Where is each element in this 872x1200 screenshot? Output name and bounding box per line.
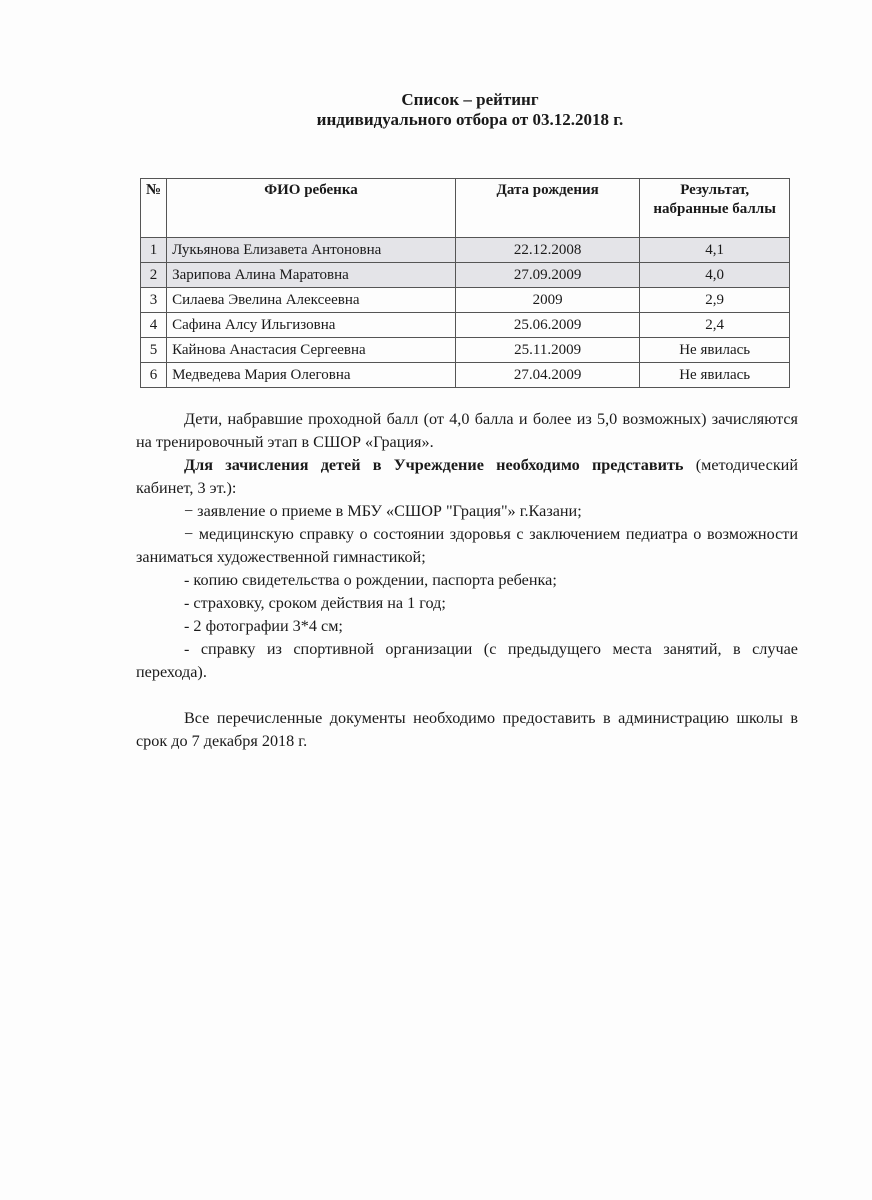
- col-score: Результат, набранные баллы: [640, 179, 790, 238]
- title-line-1: Список – рейтинг: [401, 90, 539, 109]
- row-number: 4: [141, 313, 167, 338]
- document-title: [0, 90, 872, 130]
- rating-table: [140, 178, 790, 388]
- row-number: 6: [141, 363, 167, 388]
- col-number: №: [141, 179, 167, 238]
- birth-date: 2009: [455, 288, 639, 313]
- row-number: 5: [141, 338, 167, 363]
- requirements-location: (методический кабинет, 3 эт.):: [136, 456, 799, 497]
- col-dob: Дата рождения: [455, 179, 639, 238]
- list-item: − заявление о приеме в МБУ «СШОР "Грация"» г.Казани;: [184, 502, 582, 520]
- birth-date: 25.06.2009: [455, 313, 639, 338]
- score: Не явилась: [640, 363, 790, 388]
- paragraph-passing: Дети, набравшие проходной балл (от 4,0 балла и более из 5,0 возможных) зачисляются на тренировочный этап в СШОР «Грация».: [136, 410, 798, 451]
- child-name: Медведева Мария Олеговна: [167, 363, 456, 388]
- score: 4,1: [640, 238, 790, 263]
- score: Не явилась: [640, 338, 790, 363]
- list-item: - 2 фотографии 3*4 см;: [184, 617, 343, 635]
- child-name: Кайнова Анастасия Сергеевна: [167, 338, 456, 363]
- score: 2,4: [640, 313, 790, 338]
- row-number: 3: [141, 288, 167, 313]
- paragraph-deadline: Все перечисленные документы необходимо предоставить в администрацию школы в срок до 7 декабря 2018 г.: [136, 709, 798, 750]
- list-item: - справку из спортивной организации (с предыдущего места занятий, в случае перехода).: [136, 640, 798, 681]
- child-name: Зарипова Алина Маратовна: [167, 263, 456, 288]
- title-line-2: индивидуального отбора от 03.12.2018 г.: [316, 110, 624, 129]
- score: 2,9: [640, 288, 790, 313]
- table-row: [141, 338, 790, 363]
- col-name: ФИО ребенка: [167, 179, 456, 238]
- requirements-heading: Для зачисления детей в Учреждение необходимо представить: [184, 456, 684, 474]
- table-row: [141, 363, 790, 388]
- child-name: Силаева Эвелина Алексеевна: [167, 288, 456, 313]
- table-row: [141, 238, 790, 263]
- birth-date: 22.12.2008: [455, 238, 639, 263]
- score: 4,0: [640, 263, 790, 288]
- table-header: [141, 179, 790, 238]
- child-name: Сафина Алсу Ильгизовна: [167, 313, 456, 338]
- birth-date: 27.09.2009: [455, 263, 639, 288]
- list-item: - страховку, сроком действия на 1 год;: [184, 594, 446, 612]
- list-item: − медицинскую справку о состоянии здоровья с заключением педиатра о возможности заниматься художественной гимнастикой;: [136, 525, 798, 566]
- document-body: [136, 408, 798, 753]
- list-item: - копию свидетельства о рождении, паспорта ребенка;: [184, 571, 557, 589]
- table-row: [141, 313, 790, 338]
- row-number: 2: [141, 263, 167, 288]
- child-name: Лукьянова Елизавета Антоновна: [167, 238, 456, 263]
- birth-date: 25.11.2009: [455, 338, 639, 363]
- row-number: 1: [141, 238, 167, 263]
- birth-date: 27.04.2009: [455, 363, 639, 388]
- table-row: [141, 288, 790, 313]
- paragraph-requirements: [136, 454, 798, 500]
- table-row: [141, 263, 790, 288]
